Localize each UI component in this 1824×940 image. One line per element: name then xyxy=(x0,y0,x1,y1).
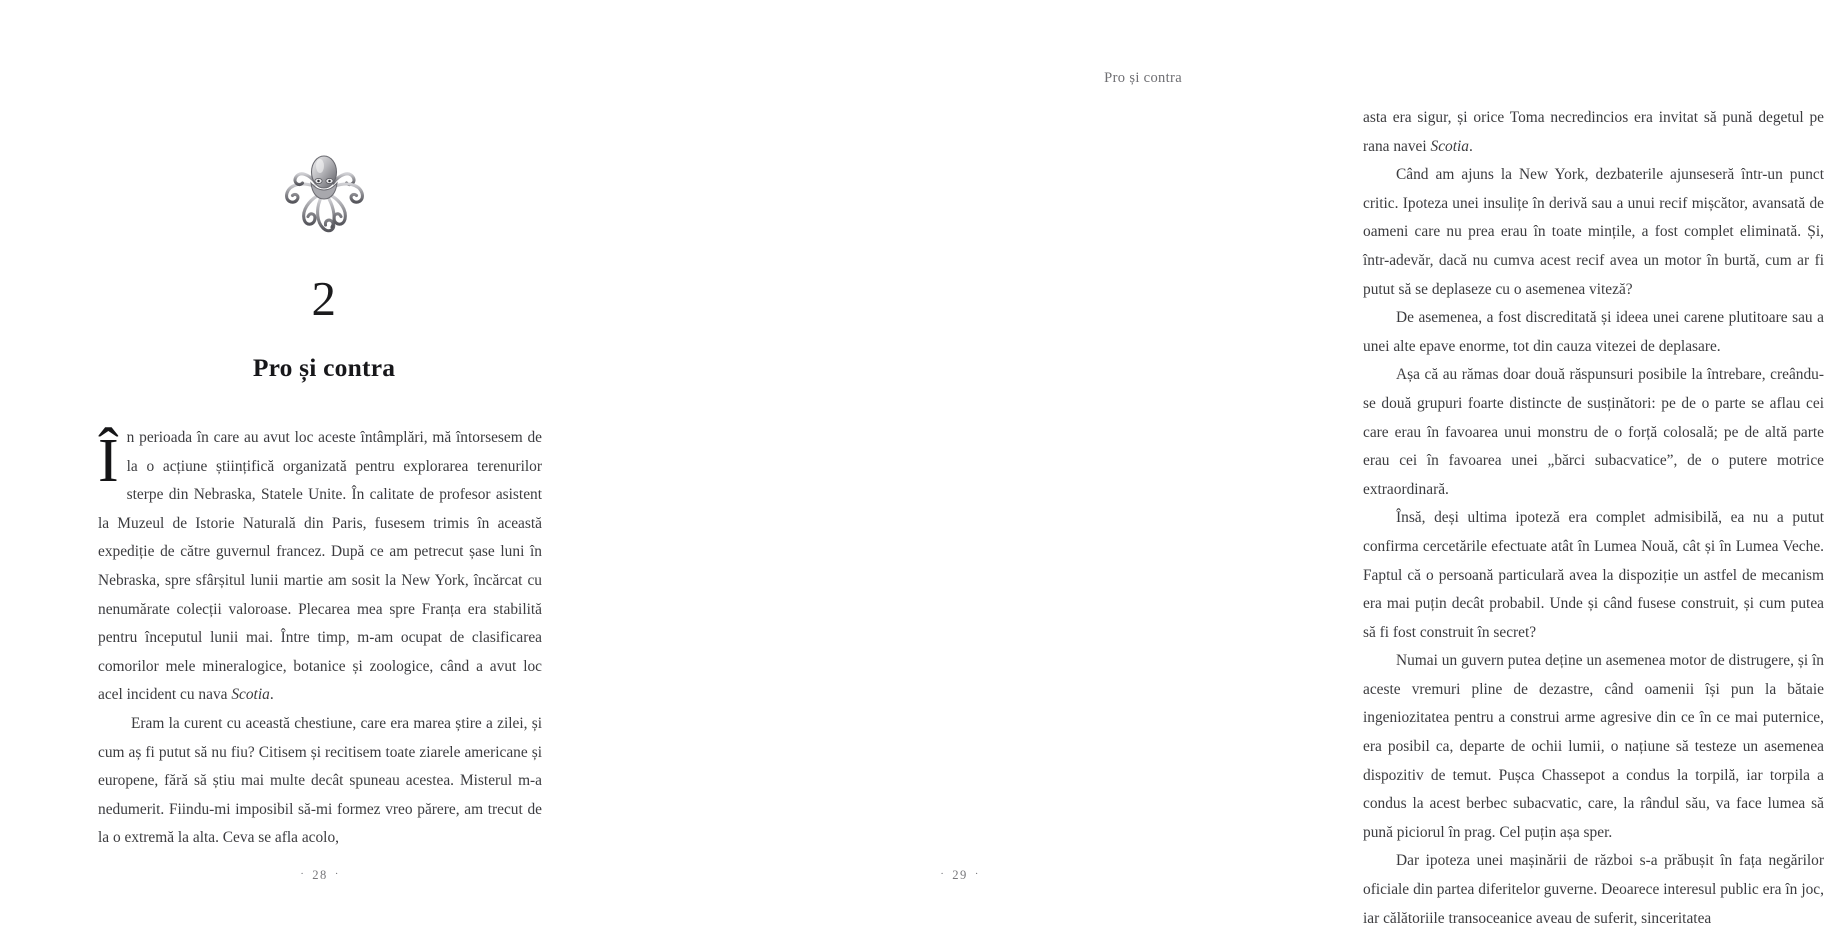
paragraph-text: Numai un guvern putea deține un asemenea motor de distrugere, și în aceste vremuri pline de dezastre, când oamenii își pun la bătaie ingeniozitatea pentru a construi arme agresive din ce în ce mai puternice, era posibil ca, departe de ochii lumii, o națiune să testeze un asemenea dispozitiv de temut. Pușca Chassepot a condus la torpilă, iar torpila a condus la acest berbec subacvatic, care, la rândul său, va face lumea să pună piciorul în prag. Cel puțin așa sper. xyxy=(1363,652,1824,841)
page-number: 28 xyxy=(312,868,328,882)
paragraph xyxy=(1363,304,1824,361)
octopus-ornament xyxy=(276,150,372,238)
paragraph-text: Însă, deși ultima ipoteză era complet admisibilă, ea nu a putut confirma cercetările efectuate atât în Lumea Nouă, cât și în Lumea Veche. Faptul că o persoană particulară avea la dispoziție un astfel de mecanism era mai puțin decât probabil. Unde și când fusese construit, și cum putea să fi fost construit în secret? xyxy=(1363,509,1824,641)
paragraph xyxy=(98,710,542,853)
right-column-body xyxy=(1363,104,1824,933)
paragraph-text: Când am ajuns la New York, dezbaterile ajunseseră într-un punct critic. Ipoteza unei insulițe în derivă sau a unui recif mișcător, avansată de oameni care nu prea erau în toate mințile, a fost complet eliminată. Și, într-adevăr, dacă nu cumva acest recif avea un motor în burtă, cum ar fi putut să se deplaseze cu o asemenea viteză? xyxy=(1363,166,1824,298)
paragraph-text: De asemenea, a fost discreditată și ideea unei carene plutitoare sau a unei alte epave enorme, tot din cauza vitezei de deplasare. xyxy=(1363,309,1824,355)
page-number: 29 xyxy=(952,868,968,882)
paragraph xyxy=(1363,647,1824,847)
folio-dot-right: · xyxy=(334,868,340,880)
chapter-opener xyxy=(98,150,550,383)
paragraph-text: asta era sigur, și orice Toma necredincios era invitat să pună degetul pe rana navei xyxy=(1363,109,1824,155)
paragraph xyxy=(1363,361,1824,504)
paragraph-text: Așa că au rămas doar două răspunsuri posibile la întrebare, creându-se două grupuri foarte distincte de susținători: pe de o parte se aflau cei care erau în favoarea unui monstru de o forță colosală; pe de altă parte erau cei în favoarea unei „bărci subacvatice”, de o putere motrice extraordinară. xyxy=(1363,366,1824,498)
left-column-body xyxy=(98,424,542,853)
folio-dot-right: · xyxy=(974,868,980,880)
left-page xyxy=(0,0,640,940)
paragraph xyxy=(1363,847,1824,933)
paragraph xyxy=(1363,504,1824,647)
paragraph-text: Dar ipoteza unei mașinării de război s-a prăbușit în fața negărilor oficiale din partea diferitelor guverne. Deoarece interesul public era în joc, iar călătoriile transoceanice aveau de suferit, sinceritatea xyxy=(1363,852,1824,927)
paragraph-text-tail: . xyxy=(269,686,274,704)
folio-dot-left: · xyxy=(300,868,306,880)
folio-dot-left: · xyxy=(940,868,946,880)
paragraph xyxy=(98,424,542,710)
right-page xyxy=(640,0,1824,940)
paragraph-text-tail: . xyxy=(1469,137,1473,155)
paragraph xyxy=(1363,104,1824,161)
chapter-title: Pro și contra xyxy=(252,353,396,382)
paragraph-text: n perioada în care au avut loc aceste întâmplări, mă întorsesem de la o acțiune științifică organizată pentru explorarea terenurilor sterpe din Nebraska, Statele Unite. În calitate de profesor asistent la Muzeul de Istorie Naturală din Paris, fusesem trimis în această expediție de către guvernul francez. După ce am petrecut șase luni în Nebraska, spre sfârșitul lunii martie am sosit la New York, încărcat cu nenumărate colecții valoroase. Plecarea mea spre Franța era stabilită pentru începutul lunii mai. Între timp, m-am ocupat de clasificarea comorilor mele mineralogice, botanice și zoologice, când a avut loc acel incident cu nava xyxy=(98,429,542,704)
paragraph xyxy=(1363,161,1824,304)
folio-right xyxy=(640,868,1280,883)
ship-name-scotia: Scotia xyxy=(1430,137,1469,155)
paragraph-text: Eram la curent cu această chestiune, care era marea știre a zilei, și cum aș fi putut să nu fiu? Citisem și recitisem toate ziarele americane și europene, fără să știu mai multe decât spuneau acestea. Misterul m-a nedumerit. Fiindu-mi imposibil să-mi formez vreo părere, am trecut de la o extremă la alta. Ceva se afla acolo, xyxy=(98,714,542,847)
chapter-number: 2 xyxy=(311,271,337,326)
running-head: Pro și contra xyxy=(1104,70,1182,86)
folio-left xyxy=(0,868,640,883)
ship-name-scotia: Scotia xyxy=(231,686,270,704)
drop-cap: Î xyxy=(98,427,119,495)
